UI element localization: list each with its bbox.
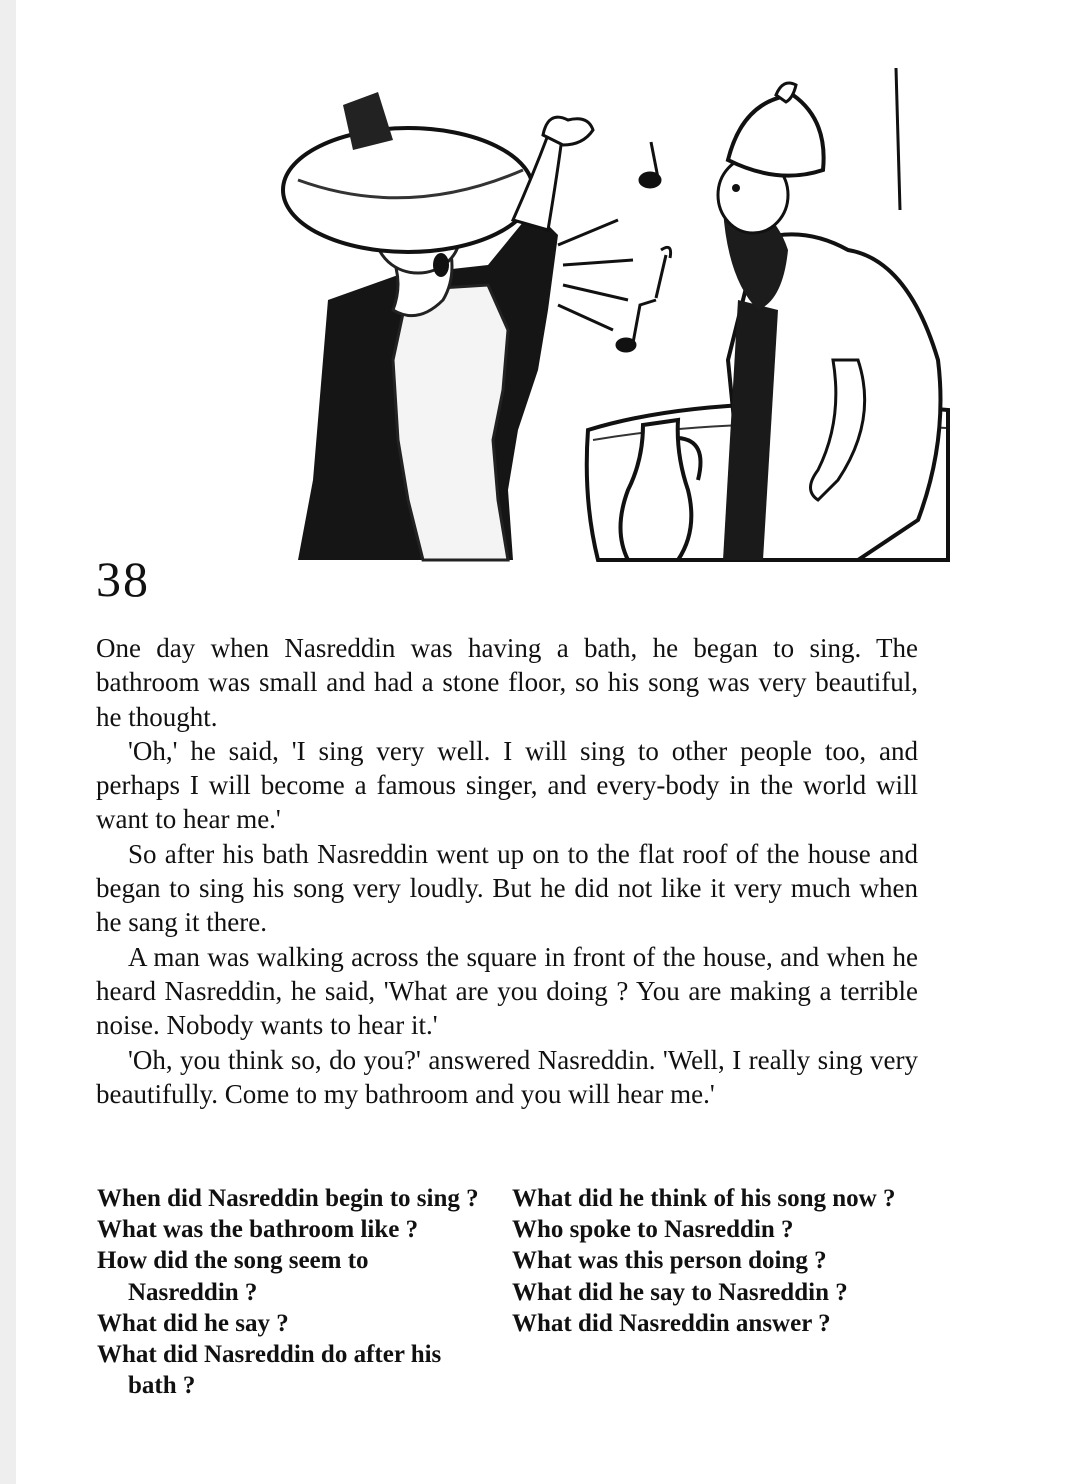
story-paragraph: So after his bath Nasreddin went up on to the flat roof of the house and began to sing his song very loudly. But he did not like it very much when he sang it there. bbox=[96, 838, 918, 938]
question-item: What did he say ? bbox=[97, 1309, 289, 1337]
question-item: What did Nasreddin answer ? bbox=[512, 1309, 831, 1337]
illustration-nasreddin-singing bbox=[258, 60, 958, 590]
page-number: 38 bbox=[96, 551, 150, 607]
questions-right-column bbox=[512, 1183, 917, 1339]
question-item: What was this person doing ? bbox=[512, 1247, 827, 1275]
question-item: Who spoke to Nasreddin ? bbox=[512, 1216, 794, 1244]
music-notes-icon bbox=[617, 142, 671, 351]
question-item: What did he think of his song now ? bbox=[512, 1185, 896, 1212]
question-item: When did Nasreddin begin to sing ? bbox=[97, 1185, 479, 1212]
story-paragraph: A man was walking across the square in front of the house, and when he heard Nasreddin, he said, 'What are you doing ? You are making a terrible noise. Nobody wants to hear it.' bbox=[96, 941, 918, 1041]
story-text bbox=[96, 631, 918, 1111]
questions-left-column bbox=[97, 1183, 482, 1401]
page-edge bbox=[0, 0, 16, 1484]
question-item: What did he say to Nasreddin ? bbox=[512, 1278, 848, 1306]
story-paragraph: One day when Nasreddin was having a bath, he began to sing. The bathroom was small and had a stone floor, so his song was very beautiful, he thought. bbox=[96, 633, 918, 732]
question-item: How did the song seem to Nasreddin ? bbox=[97, 1247, 369, 1306]
story-paragraph: 'Oh,' he said, 'I sing very well. I will sing to other people too, and perhaps I will become a famous singer, and every-body in the world will want to hear me.' bbox=[96, 735, 918, 835]
nasreddin-turban bbox=[283, 128, 533, 252]
man-hat bbox=[728, 95, 824, 176]
question-item: What did Nasreddin do after his bath ? bbox=[97, 1341, 442, 1400]
question-item: What was the bathroom like ? bbox=[97, 1216, 419, 1244]
story-paragraph: 'Oh, you think so, do you?' answered Nasreddin. 'Well, I really sing very beautifully. Come to my bathroom and you will hear me.' bbox=[96, 1044, 918, 1109]
